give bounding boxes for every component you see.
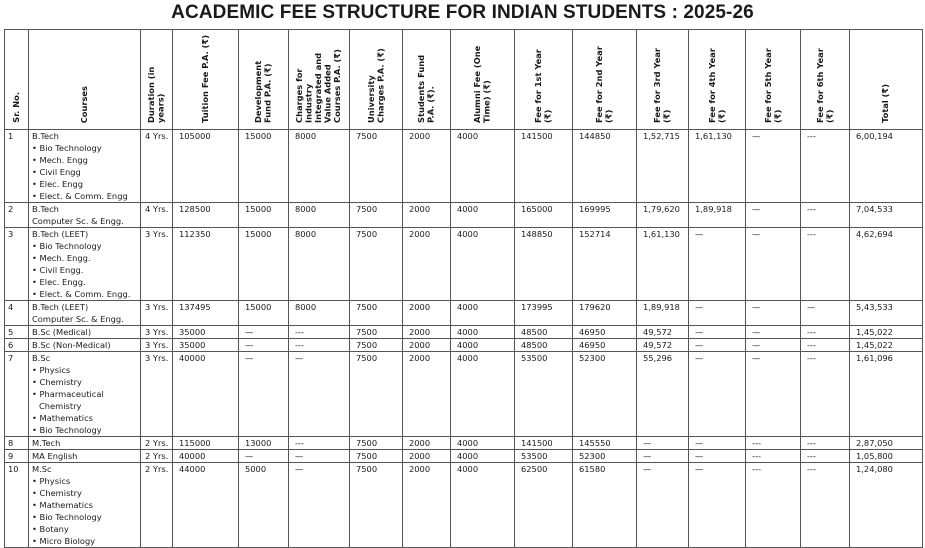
course-name: B.Sc (32, 353, 51, 363)
course-specialization: • Elec. Engg. (32, 277, 86, 287)
fee-cell: 44000 (173, 463, 239, 548)
fee-cell: 137495 (173, 301, 239, 326)
course-name: M.Tech (32, 438, 61, 448)
fee-cell: 7500 (350, 326, 403, 339)
fee-cell: 115000 (173, 437, 239, 450)
fee-cell: 2000 (403, 130, 451, 203)
fee-cell: 48500 (515, 339, 573, 352)
fee-cell: 5000 (239, 463, 289, 548)
course-cell (29, 339, 141, 352)
fee-cell: 35000 (173, 326, 239, 339)
fee-cell: 4000 (451, 463, 515, 548)
course-specialization: • Elect. & Comm. Engg. (32, 289, 131, 299)
course-specialization: • Elec. Engg (32, 179, 84, 189)
table-row (5, 301, 923, 326)
fee-cell: 1,89,918 (637, 301, 689, 326)
fee-cell: --- (289, 326, 350, 339)
fee-cell: 1,45,022 (850, 339, 923, 352)
fee-cell: — (239, 339, 289, 352)
course-specialization: • Chemistry (32, 377, 82, 387)
table-row (5, 130, 923, 203)
fee-cell: 2000 (403, 203, 451, 228)
fee-cell: — (637, 437, 689, 450)
fee-cell: 2 Yrs. (141, 437, 173, 450)
fee-cell: 173995 (515, 301, 573, 326)
page-title: ACADEMIC FEE STRUCTURE FOR INDIAN STUDENTS : 2025-26 (171, 2, 754, 23)
fee-cell: 4000 (451, 339, 515, 352)
fee-cell: 8000 (289, 301, 350, 326)
column-header (29, 30, 141, 130)
column-header-label: Students Fund P.A. (₹). (416, 54, 436, 123)
fee-cell: 1,05,800 (850, 450, 923, 463)
sr-no-cell: 10 (5, 463, 29, 548)
fee-cell: 4000 (451, 352, 515, 437)
fee-cell: — (239, 326, 289, 339)
course-cell (29, 437, 141, 450)
fee-cell: --- (746, 463, 801, 548)
course-name: B.Tech (32, 204, 59, 214)
fee-cell: 2 Yrs. (141, 463, 173, 548)
fee-cell: 52300 (573, 450, 637, 463)
fee-cell: 105000 (173, 130, 239, 203)
column-header-label: Duration (in years) (146, 66, 166, 123)
fee-cell: — (746, 228, 801, 301)
course-specialization: • Bio Technology (32, 512, 102, 522)
fee-cell: — (746, 130, 801, 203)
sr-no-cell: 2 (5, 203, 29, 228)
column-header-label: Fee for 1st Year (₹) (533, 49, 553, 123)
fee-table (4, 29, 923, 548)
sr-no-cell: 7 (5, 352, 29, 437)
fee-cell: 49,572 (637, 339, 689, 352)
fee-cell: 144850 (573, 130, 637, 203)
fee-cell: 7,04,533 (850, 203, 923, 228)
course-cell (29, 326, 141, 339)
fee-cell: 48500 (515, 326, 573, 339)
fee-cell: 141500 (515, 437, 573, 450)
fee-cell: 179620 (573, 301, 637, 326)
fee-cell: 3 Yrs. (141, 339, 173, 352)
fee-cell: 2000 (403, 339, 451, 352)
table-row (5, 352, 923, 437)
fee-cell: 53500 (515, 450, 573, 463)
fee-cell: — (746, 301, 801, 326)
fee-cell: — (289, 352, 350, 437)
fee-cell: 1,52,715 (637, 130, 689, 203)
fee-cell: 2,87,050 (850, 437, 923, 450)
fee-cell: 7500 (350, 352, 403, 437)
course-specialization: Computer Sc. & Engg. (32, 216, 124, 226)
fee-cell: 49,572 (637, 326, 689, 339)
column-header (5, 30, 29, 130)
fee-cell: 15000 (239, 130, 289, 203)
course-specialization: • Bio Technology (32, 241, 102, 251)
fee-cell: — (689, 352, 746, 437)
fee-cell: --- (801, 203, 850, 228)
fee-cell: --- (801, 463, 850, 548)
fee-cell: — (637, 450, 689, 463)
course-name: B.Sc (Non-Medical) (32, 340, 111, 350)
sr-no-cell: 8 (5, 437, 29, 450)
fee-cell: 61580 (573, 463, 637, 548)
column-header (141, 30, 173, 130)
table-row (5, 437, 923, 450)
table-row (5, 203, 923, 228)
course-cell (29, 130, 141, 203)
fee-cell: — (689, 339, 746, 352)
fee-cell: 2000 (403, 228, 451, 301)
fee-cell: 2000 (403, 352, 451, 437)
fee-cell: 152714 (573, 228, 637, 301)
sr-no-cell: 9 (5, 450, 29, 463)
course-cell (29, 301, 141, 326)
fee-cell: 7500 (350, 463, 403, 548)
table-row (5, 339, 923, 352)
fee-cell: 1,61,130 (637, 228, 689, 301)
table-row (5, 326, 923, 339)
fee-cell: 3 Yrs. (141, 301, 173, 326)
course-specialization: Computer Sc. & Engg. (32, 314, 124, 324)
fee-cell: — (689, 301, 746, 326)
course-specialization: • Civil Engg. (32, 265, 84, 275)
table-row (5, 228, 923, 301)
fee-cell: — (746, 203, 801, 228)
course-cell (29, 450, 141, 463)
fee-cell: — (746, 326, 801, 339)
course-specialization: Chemistry (39, 401, 82, 411)
fee-cell: 1,61,096 (850, 352, 923, 437)
column-header (746, 30, 801, 130)
fee-cell: 169995 (573, 203, 637, 228)
course-name: B.Tech (LEET) (32, 229, 89, 239)
fee-cell: 4,62,694 (850, 228, 923, 301)
column-header-label: Sr. No. (10, 92, 21, 123)
fee-cell: 7500 (350, 339, 403, 352)
fee-cell: 4 Yrs. (141, 203, 173, 228)
course-specialization: • Physics (32, 365, 71, 375)
column-header (573, 30, 637, 130)
fee-cell: 145550 (573, 437, 637, 450)
fee-cell: 4 Yrs. (141, 130, 173, 203)
fee-cell: 40000 (173, 450, 239, 463)
column-header-label: Development Fund P.A. (₹) (253, 60, 273, 123)
fee-cell: 40000 (173, 352, 239, 437)
fee-cell: 7500 (350, 130, 403, 203)
column-header (289, 30, 350, 130)
column-header (350, 30, 403, 130)
fee-cell: 141500 (515, 130, 573, 203)
column-header (239, 30, 289, 130)
course-specialization: • Elect. & Comm. Engg (32, 191, 128, 201)
fee-cell: 128500 (173, 203, 239, 228)
fee-cell: 7500 (350, 301, 403, 326)
fee-cell: --- (801, 130, 850, 203)
fee-cell: — (801, 301, 850, 326)
column-header (173, 30, 239, 130)
fee-cell: 15000 (239, 203, 289, 228)
fee-cell: 165000 (515, 203, 573, 228)
fee-cell: --- (289, 437, 350, 450)
sr-no-cell: 6 (5, 339, 29, 352)
fee-cell: 4000 (451, 326, 515, 339)
table-body (5, 130, 923, 548)
fee-cell: — (239, 352, 289, 437)
fee-cell: 1,45,022 (850, 326, 923, 339)
fee-cell: 53500 (515, 352, 573, 437)
column-header (850, 30, 923, 130)
fee-cell: — (289, 463, 350, 548)
column-header (403, 30, 451, 130)
fee-cell: 13000 (239, 437, 289, 450)
column-header (451, 30, 515, 130)
column-header-label: Alumni Fee (One Time) (₹) (472, 45, 492, 123)
fee-cell: — (689, 437, 746, 450)
course-name: B.Sc (Medical) (32, 327, 92, 337)
column-header (515, 30, 573, 130)
column-header-label: Fee for 3rd Year (₹) (652, 47, 672, 123)
fee-cell: — (239, 450, 289, 463)
sr-no-cell: 4 (5, 301, 29, 326)
fee-cell: --- (801, 326, 850, 339)
fee-cell: — (746, 339, 801, 352)
column-header (801, 30, 850, 130)
fee-cell: 8000 (289, 130, 350, 203)
fee-cell: 52300 (573, 352, 637, 437)
fee-cell: 8000 (289, 228, 350, 301)
course-specialization: • Mech. Engg. (32, 253, 91, 263)
fee-cell: --- (801, 450, 850, 463)
course-cell (29, 228, 141, 301)
course-specialization: • Physics (32, 476, 71, 486)
course-specialization: • Pharmaceutical (32, 389, 104, 399)
fee-cell: 46950 (573, 339, 637, 352)
fee-cell: 1,89,918 (689, 203, 746, 228)
fee-cell: 46950 (573, 326, 637, 339)
sr-no-cell: 3 (5, 228, 29, 301)
fee-cell: --- (289, 339, 350, 352)
fee-cell: — (289, 450, 350, 463)
fee-cell: --- (801, 437, 850, 450)
fee-cell: --- (801, 352, 850, 437)
fee-cell: — (689, 450, 746, 463)
course-specialization: • Mathematics (32, 413, 93, 423)
fee-cell: 3 Yrs. (141, 228, 173, 301)
fee-cell: 3 Yrs. (141, 326, 173, 339)
fee-cell: 4000 (451, 130, 515, 203)
fee-cell: --- (746, 450, 801, 463)
fee-cell: 4000 (451, 228, 515, 301)
column-header (689, 30, 746, 130)
fee-cell: — (689, 326, 746, 339)
table-row (5, 463, 923, 548)
fee-cell: 2000 (403, 463, 451, 548)
fee-cell: 2000 (403, 301, 451, 326)
fee-cell: 112350 (173, 228, 239, 301)
course-specialization: • Micro Biology (32, 536, 96, 546)
fee-cell: 1,61,130 (689, 130, 746, 203)
fee-cell: 55,296 (637, 352, 689, 437)
header-row (5, 30, 923, 130)
fee-cell: 2 Yrs. (141, 450, 173, 463)
fee-cell: 2000 (403, 437, 451, 450)
course-name: B.Tech (LEET) (32, 302, 89, 312)
fee-cell: --- (801, 339, 850, 352)
column-header-label: Fee for 2nd Year (₹) (594, 46, 614, 123)
fee-cell: — (689, 228, 746, 301)
fee-cell: 7500 (350, 228, 403, 301)
fee-cell: — (637, 463, 689, 548)
fee-cell: 5,43,533 (850, 301, 923, 326)
fee-cell: 4000 (451, 301, 515, 326)
fee-cell: 1,24,080 (850, 463, 923, 548)
column-header-label: Fee for 5th Year (₹) (762, 48, 782, 123)
course-cell (29, 203, 141, 228)
course-specialization: • Civil Engg (32, 167, 81, 177)
course-specialization: • Bio Technology (32, 143, 102, 153)
column-header-label: Total (₹) (880, 84, 891, 123)
table-row (5, 450, 923, 463)
course-specialization: • Mathematics (32, 500, 93, 510)
fee-cell: 7500 (350, 450, 403, 463)
course-cell (29, 352, 141, 437)
course-name: B.Tech (32, 131, 59, 141)
fee-cell: 15000 (239, 301, 289, 326)
fee-cell: 4000 (451, 203, 515, 228)
column-header-label: Charges for Industry Integrated and Value Added Courses P.A. (₹) (294, 49, 343, 123)
fee-cell: 2000 (403, 450, 451, 463)
course-specialization: • Mech. Engg (32, 155, 88, 165)
fee-cell: 3 Yrs. (141, 352, 173, 437)
column-header-label: Courses (78, 85, 89, 123)
fee-cell: --- (801, 228, 850, 301)
fee-cell: — (689, 463, 746, 548)
column-header-label: Tuition Fee P.A. (₹) (199, 35, 210, 123)
fee-cell: 7500 (350, 203, 403, 228)
column-header-label: Fee for 6th Year (₹) (814, 48, 834, 123)
course-cell (29, 463, 141, 548)
course-specialization: • Bio Technology (32, 425, 102, 435)
fee-cell: 15000 (239, 228, 289, 301)
fee-cell: 2000 (403, 326, 451, 339)
fee-cell: 62500 (515, 463, 573, 548)
column-header-label: Fee for 4th Year (₹) (706, 48, 726, 123)
fee-cell: — (746, 352, 801, 437)
fee-cell: 4000 (451, 450, 515, 463)
course-name: M.Sc (32, 464, 52, 474)
sr-no-cell: 1 (5, 130, 29, 203)
sr-no-cell: 5 (5, 326, 29, 339)
fee-cell: 4000 (451, 437, 515, 450)
fee-cell: 7500 (350, 437, 403, 450)
column-header (637, 30, 689, 130)
fee-cell: 1,79,620 (637, 203, 689, 228)
course-specialization: • Chemistry (32, 488, 82, 498)
fee-cell: --- (746, 437, 801, 450)
column-header-label: University Charges P.A. (₹) (365, 48, 385, 123)
fee-cell: 6,00,194 (850, 130, 923, 203)
course-specialization: • Botany (32, 524, 69, 534)
fee-cell: 8000 (289, 203, 350, 228)
course-name: MA English (32, 451, 78, 461)
fee-cell: 148850 (515, 228, 573, 301)
fee-cell: 35000 (173, 339, 239, 352)
